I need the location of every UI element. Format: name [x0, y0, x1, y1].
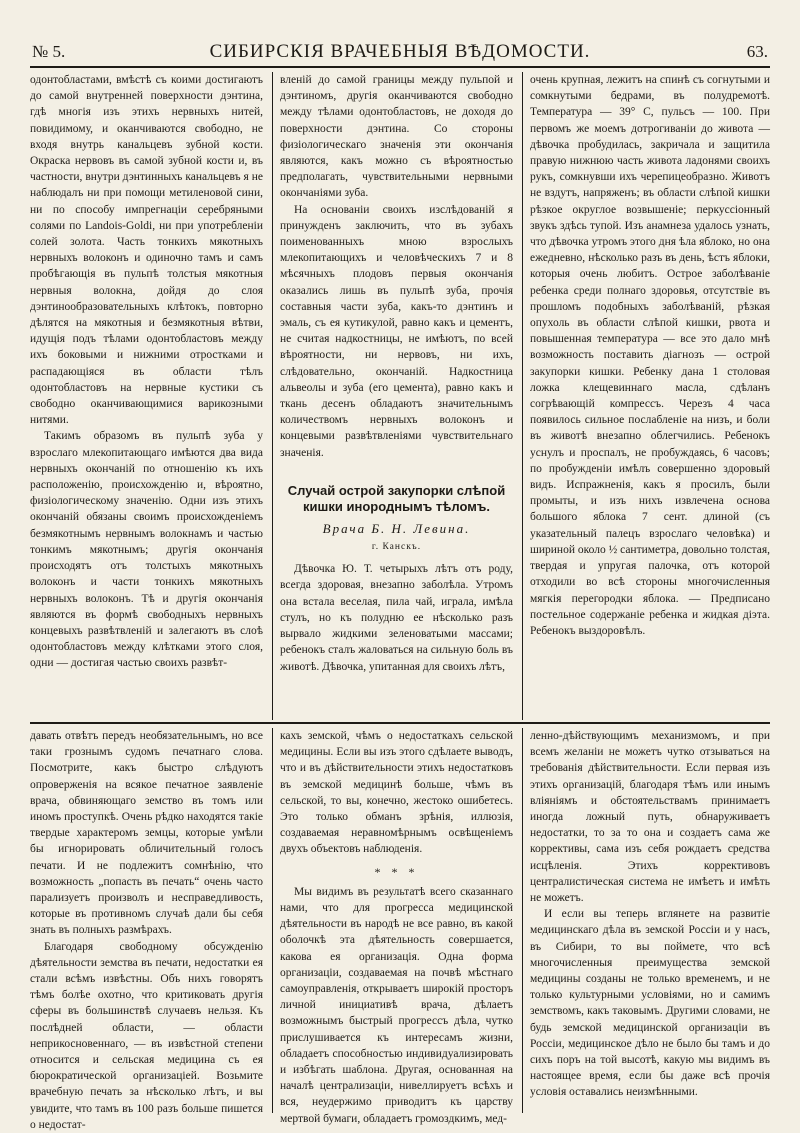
- paragraph: Благодаря свободному обсужденію дѣятельности земства въ печати, недостатки ея стали всѣмъ извѣстны. Объ нихъ говорятъ тѣмъ болѣе охотно, что критиковать другія сферы въ большинствѣ случаевъ нельзя. Къ послѣдней области, — области неприкосновеннаго, — въ извѣстной степени относится и сельская медицина съ ея бюрократической организаціей. Возьмите врачебную печать за нѣсколько лѣтъ, и вы увидите, что тамъ въ 100 разъ больше пишется о недостат-: [30, 940, 263, 1131]
- article-byline: Врача Б. Н. Левина.: [322, 520, 471, 536]
- column-divider: [272, 72, 273, 720]
- paragraph: Такимъ образомъ въ пульпѣ зуба у взрослаго млекопитающаго имѣются два вида нервныхъ окончаній по отношенію къ ихъ расположенію, происхожденію и, вѣроятно, физіологическому значенію. Одни изъ этихъ окончаній обязаны своимъ происхожденіемъ безмякотнымъ нервнымъ волокнамъ и частью тонкимъ мякотнымъ; другія окончанія происходятъ отъ толстыхъ мякотныхъ волоконъ и части тонкихъ мякотныхъ нервныхъ волоконъ. Тѣ и другія окончанія являются въ формѣ свободныхъ нервныхъ концевыхъ развѣтвленій и залегаютъ въ слоѣ одонтобластовъ между клѣтками этого слоя, одни — достигая частью своихъ развѣт-: [30, 430, 263, 670]
- article-place: г. Канскъ.: [371, 542, 422, 553]
- column-divider: [272, 728, 273, 1113]
- article-title: Случай острой закупорки слѣпой кишки инороднымъ тѣломъ.: [287, 482, 506, 514]
- column-divider: [522, 728, 523, 1113]
- top-column-3: [530, 72, 770, 720]
- paragraph: Дѣвочка Ю. Т. четырыхъ лѣтъ отъ роду, всегда здоровая, внезапно заболѣла. Утромъ она встала веселая, пила чай, играла, имѣла стулъ, но къ полудню ее нѣсколько разъ вырвало жидкими зеленоватыми массами; ребенокъ сталъ жаловаться на сильную боль въ животѣ. Дѣвочка, упитанная для своихъ лѣтъ,: [280, 563, 513, 673]
- column-divider: [522, 72, 523, 720]
- journal-title: СИБИРСКІЯ ВРАЧЕБНЫЯ ВѢДОМОСТИ.: [209, 41, 591, 62]
- paragraph: вленій до самой границы между пульпой и дэнтиномъ, другія оканчиваются свободно между тѣлами одонтобластовъ, не доходя до поверхности дэнтина. Со стороны физіологическаго значенія эти окончанія являются, какъ можно съ вѣроятностью предполагать, чувствительными нервными окончаніями зуба.: [280, 74, 513, 200]
- section-break-stars: * * *: [374, 864, 419, 879]
- bottom-column-2: [280, 728, 513, 1125]
- top-section: [30, 72, 770, 720]
- issue-number: № 5.: [32, 42, 66, 61]
- section-rule: [30, 722, 770, 724]
- bottom-column-1: [30, 728, 263, 1131]
- paragraph: кахъ земской, чѣмъ о недостаткахъ сельской медицины. Если вы изъ этого сдѣлаете выводъ, что и въ дѣйствительности этихъ недостатковъ въ земской медицинѣ больше, чѣмъ въ сельской, то вы, конечно, жестоко ошибетесь. Это только обманъ зрѣнія, иллюзія, создаваемая неравномѣрнымъ освѣщеніемъ двухъ объектовъ наблюденія.: [280, 730, 513, 856]
- paragraph: очень крупная, лежитъ на спинѣ съ согнутыми и сомкнутыми бедрами, въ полудремотѣ. Температура — 39° С, пульсъ — 100. При первомъ же моемъ дотрогиваніи до живота — дѣвочка пробудилась, закричала и защитила правую нижнюю часть живота ладонями своихъ рукъ, сомкнувши ихъ черепицеобразно. Животъ не вздутъ, напряженъ; въ области слѣпой кишки рѣзкое округлое возвышеніе; перкуссіонный звукъ здѣсь тупой. Изъ анамнеза удалось узнать, что дѣвочка утромъ этого дня ѣла яблоко, но она ежедневно, нѣсколько разъ въ день, ѣстъ яблоки, которыя очень любитъ. Острое заболѣваніе ребенка среди полнаго здоровья, отсутствіе въ прошломъ подобныхъ заболѣваній, рѣзкая опухоль въ области слѣпой кишки, рвота и повышенная температура — все это дало мнѣ возможность поставить діагнозъ — острой закупорки кишки. Ребенку дана 1 столовая ложка клещевиннаго масла, сдѣланъ согрѣвающій компрессъ. Черезъ 4 часа появилось сильное послабленіе на низъ, и боли въ животѣ внезапно облегчились. Ребенокъ уснулъ и проспалъ, не пробуждаясь, 6 часовъ; по пробужденіи имѣлъ совершенно здоровый видъ. Испражненія, какъ я просилъ, были промыты, и изъ нихъ извлечена основа большого яблока 7 сент. длиной (съ указательный палецъ взрослаго человѣка) и шириной около ½ сантиметра, довольно толстая, твердая и упругая палочка, отъ которой отходили во всѣ стороны многочисленныя мягкія перегородки яблока. — Предписано постельное содержаніе ребенка и жидкая діэта. Ребенокъ выздоровѣлъ.: [530, 74, 770, 637]
- paragraph: одонтобластами, вмѣстѣ съ коими достигаютъ до самой внутренней поверхности дэнтина, гдѣ многія изъ этихъ нервныхъ нитей, повидимому, и оканчиваются свободно, не входя внутрь канальцевъ зубной кости. Окраска нервовъ въ самой зубной кости и, въ частности, внутри дэнтинныхъ канальцевъ я не наблюдалъ ни при помощи метиленовой сини, ни по способу импрегнаціи серебряными солями по Landois-Goldi, ни при употребленіи солей золота. Часть тонкихъ мякотныхъ нервныхъ волоконъ и одиночно тамъ и самъ пробѣгающія въ пульпѣ толстыя мякотныя нервныя волокна, дойдя до слоя дэнтинообразовательныхъ клѣтокъ, повторно дѣлятся на мякотныя и безмякотныя вѣтви, идущія подъ тѣлами одонтобластовъ между ихъ боковыми и нижними отростками и распадающіяся въ области тѣлъ одонтобластовъ на нервные кустики съ свободно оканчивающимися варикозными нитями.: [30, 74, 263, 427]
- paragraph: ленно-дѣйствующимъ механизмомъ, и при всемъ желаніи не можетъ чутко отзываться на требованія дѣйствительности. Если первая изъ этихъ организацій, благодаря тѣмъ или инымъ вліяніямъ и обстоятельствамъ принимаетъ иногда ложный путь, обнаруживаетъ недостатки, то за то она и создаетъ сама же коррективы, сама изъ себя рождаетъ средства исцѣленія. Этихъ коррективовъ централистическая система не имѣетъ и имѣть не можетъ.: [530, 730, 770, 905]
- page-number: 63.: [746, 42, 768, 61]
- page-header: [30, 40, 770, 68]
- newspaper-page: [30, 40, 770, 1131]
- bottom-column-3: [530, 728, 770, 1113]
- paragraph: И если вы теперь вглянете на развитіе медицинскаго дѣла въ земской Россіи и у насъ, въ Сибири, то вы поймете, что всѣ многочисленныя преимущества земской медицины созданы не только временемъ, и не только культурными условіями, но и самимъ земствомъ, какъ таковымъ. Другими словами, не будь земской медицинской организаціи въ Россіи, медицинское дѣло не было бы тамъ и до сихъ поръ на той высотѣ, какую мы видимъ въ настоящее время, если бы даже всѣ прочія условія оставались неизмѣнными.: [530, 908, 770, 1099]
- paragraph: Мы видимъ въ результатѣ всего сказаннаго нами, что для прогресса медицинской дѣятельности въ народѣ не все равно, въ какой оболочкѣ эта дѣятельность совершается, какова ея организація. Одна форма организаціи, создаваемая на почвѣ мѣстнаго самоуправленія, открываетъ широкій просторъ личной инициативѣ врача, дѣлаетъ возможнымъ быстрый прогрессъ дѣла, чутко прислушивается къ интересамъ жизни, обладаетъ способностью индивидуализировать и избѣгать шаблона. Другая, основанная на началѣ централизаціи, нивеллируетъ всѣхъ и вся, неудержимо приводитъ къ царству мертвой бумаги, обладаетъ громоздкимъ, мед-: [280, 885, 513, 1125]
- paragraph: давать отвѣтъ передъ необязательнымъ, но все таки грознымъ судомъ печатнаго слова. Посмотрите, какъ быстро слѣдуютъ опроверженія на всякое печатное заявленіе врача, обвиняющаго земство въ томъ или иномъ проступкѣ. Очень рѣдко находятся такіе твердые характеромъ земцы, которые умѣли бы игнорировать обличительный голосъ печати. И не подлежитъ сомнѣнію, что возможность „попасть въ печать“ очень часто парализуетъ произволъ и несправедливость, которые въ противномъ случаѣ дали бы себя знать въ полныхъ размѣрахъ.: [30, 730, 263, 937]
- bottom-section: [30, 728, 770, 1131]
- top-column-1: [30, 72, 263, 720]
- paragraph: На основаніи своихъ изслѣдованій я принужденъ заключить, что въ зубахъ поименованныхъ мною взрослыхъ млекопитающихъ и человѣческихъ 7 и 8 мѣсячныхъ плодовъ первыя окончанія оказались лишь въ пульпѣ зуба, прочія составныя части зуба, какъ-то дэнтинъ и эмаль, съ ея кутикулой, равно какъ и цементъ, не считая надкостницы, не имѣютъ, по всей вѣроятности, ни нервовъ, ни ихъ, слѣдовательно, окончаній. Надкостница альвеолы и зуба (его цемента), равно какъ и ткань десенъ обладаютъ значительнымъ количествомъ нервныхъ волоконъ и концевыми развѣтвленіями чувствительнаго значенія.: [280, 203, 513, 459]
- top-column-2: [280, 72, 513, 720]
